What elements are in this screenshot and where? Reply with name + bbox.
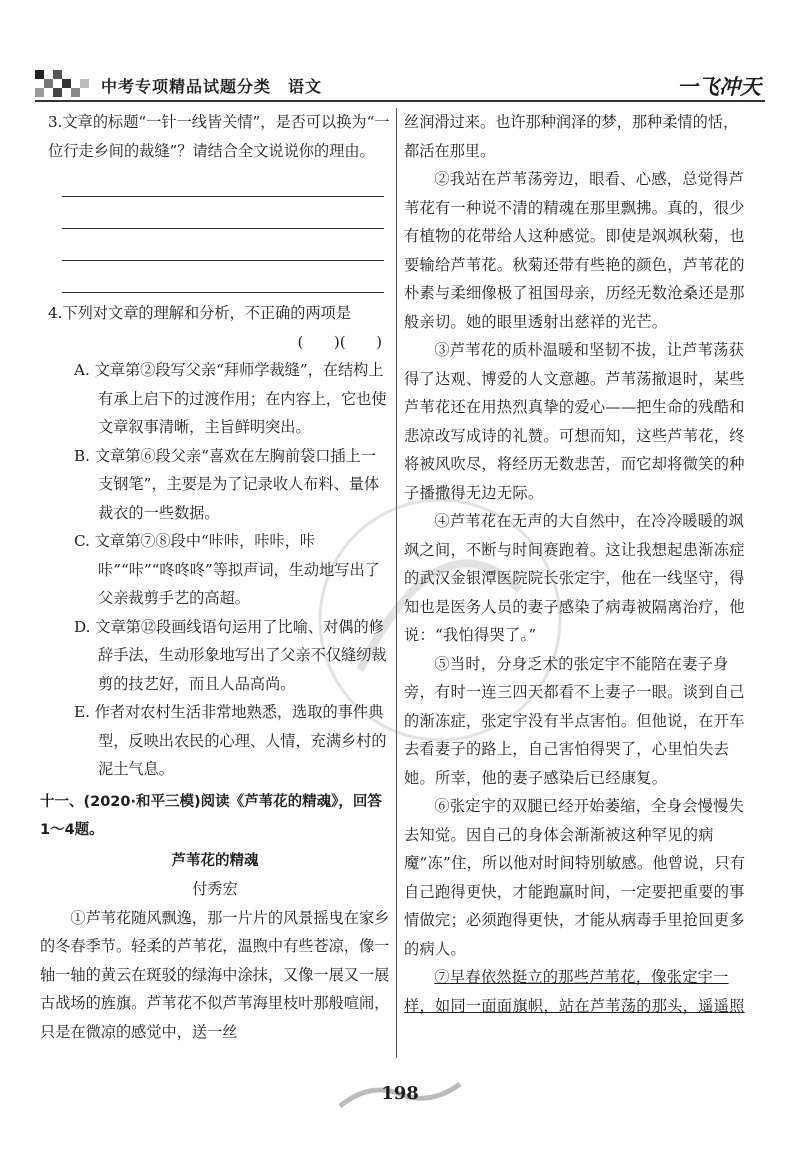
- article-author: 付秀宏: [192, 880, 238, 898]
- paragraph-4: ④芦苇花在无声的大自然中，在冷冷暖暖的飒飒之间，不断与时间赛跑着。这让我想起患渐冻症的武汉金银潭医院院长张定宇，他在一线坚守，得知也是医务人员的妻子感染了病毒被隔离治疗，他说：“我怕得哭了。”: [404, 512, 745, 644]
- section-heading: 十一、(2020·和平三模)阅读《芦苇花的精魂》，回答1～4题。: [40, 793, 382, 838]
- page-number: 198: [381, 1083, 419, 1104]
- option-a: A. 文章第②段写父亲“拜师学裁缝”，在结构上有承上启下的过渡作用；在内容上，它也使文章叙事清晰，主旨鲜明突出。: [74, 361, 387, 436]
- answer-line[interactable]: [62, 197, 384, 229]
- option-d: D. 文章第⑫段画线语句运用了比喻、对偶的修辞手法，生动形象地写出了父亲不仅缝纫裁剪的技艺好，而且人品高尚。: [74, 617, 387, 693]
- header-rule: [35, 100, 765, 102]
- paragraph-5: ⑤当时，分身乏术的张定宇不能陪在妻子身旁，有时一连三四天都看不上妻子一眼。谈到自己的渐冻症，张定宇没有半点害怕。但他说，在开车去看妻子的路上，自己害怕得哭了，心里怕失去她。所幸，他的妻子感染后已经康复。: [404, 654, 745, 787]
- paragraph-6: ⑥张定宇的双腿已经开始萎缩，全身会慢慢失去知觉。因自己的身体会渐渐被这种罕见的病魔“冻”住，所以他对时间特别敏感。他曾说，只有自己跑得更快，才能跑赢时间，一定要把重要的事情做完；必须跑得更快，才能从病毒手里抢回更多的病人。: [404, 797, 746, 958]
- option-e: E. 作者对农村生活非常地熟悉，选取的事件典型，反映出农民的心理、人情，充满乡村的泥土气息。: [74, 703, 387, 778]
- paragraph-1-continued: 丝润滑过来。也许那种润泽的梦，那种柔情的恬，都活在那里。: [404, 113, 739, 160]
- page-header: [35, 62, 765, 104]
- question-4: 4.下列对文章的理解和分析，不正确的两项是: [48, 304, 352, 322]
- question-3: 3.文章的标题“一针一线皆关情”，是否可以换为“一位行走乡间的裁缝”？请结合全文说说你的理由。: [48, 113, 390, 160]
- brand-logo: 一飞冲天: [677, 74, 761, 99]
- header-title: 中考专项精品试题分类 语文: [101, 77, 323, 96]
- option-b: B. 文章第⑥段父亲“喜欢在左胸前袋口插上一支钢笔”，主要是为了记录收人布料、量体裁衣的一些数据。: [74, 446, 380, 522]
- paragraph-2: ②我站在芦苇荡旁边，眼看、心感，总觉得芦苇花有一种说不清的精魂在那里飘拂。真的，很少有植物的花带给人这种感觉。即使是飒飒秋菊，也要输给芦苇花。秋菊还带有些艳的颜色，芦苇花的朴素与柔细像极了祖国母亲，历经无数沧桑还是那般亲切。她的眼里透射出慈祥的光芒。: [404, 170, 745, 331]
- answer-line[interactable]: [62, 261, 384, 293]
- option-c: C. 文章第⑦⑧段中“咔咔，咔咔，咔咔”“咔”“咚咚咚”等拟声词，生动地写出了父亲裁剪手艺的高超。: [74, 532, 380, 607]
- watermark-icon: [290, 470, 590, 770]
- paragraph-1: ①芦苇花随风飘逸，那一片片的风景摇曳在家乡的冬春季节。轻柔的芦苇花，温煦中有些苍凉，像一轴一轴的黄云在斑驳的绿海中涂抹，又像一展又一展古战场的旌旗。芦苇花不似芦苇海里枝叶那般喧闹，只是在微凉的感觉中，送一丝: [40, 908, 390, 1041]
- checker-logo-icon: [35, 70, 89, 98]
- paragraph-7: ⑦早春依然挺立的那些芦苇花，像张定宇一样，如同一面面旗帜，站在芦苇荡的那头，遥遥照: [404, 968, 745, 1015]
- answer-line[interactable]: [62, 165, 384, 197]
- answer-brackets[interactable]: ( )( ): [297, 332, 382, 351]
- paragraph-3: ③芦苇花的质朴温暖和坚韧不拔，让芦苇荡获得了达观、博爱的人文意趣。芦苇荡撤退时，某些芦苇花还在用热烈真挚的爱心——把生命的残酷和悲凉改写成诗的礼赞。可想而知，这些芦苇花，终将被风吹尽，将经历无数悲苦，而它却将微笑的种子播撒得无边无际。: [404, 341, 745, 502]
- answer-line[interactable]: [62, 229, 384, 261]
- article-title: 芦苇花的精魂: [171, 852, 259, 869]
